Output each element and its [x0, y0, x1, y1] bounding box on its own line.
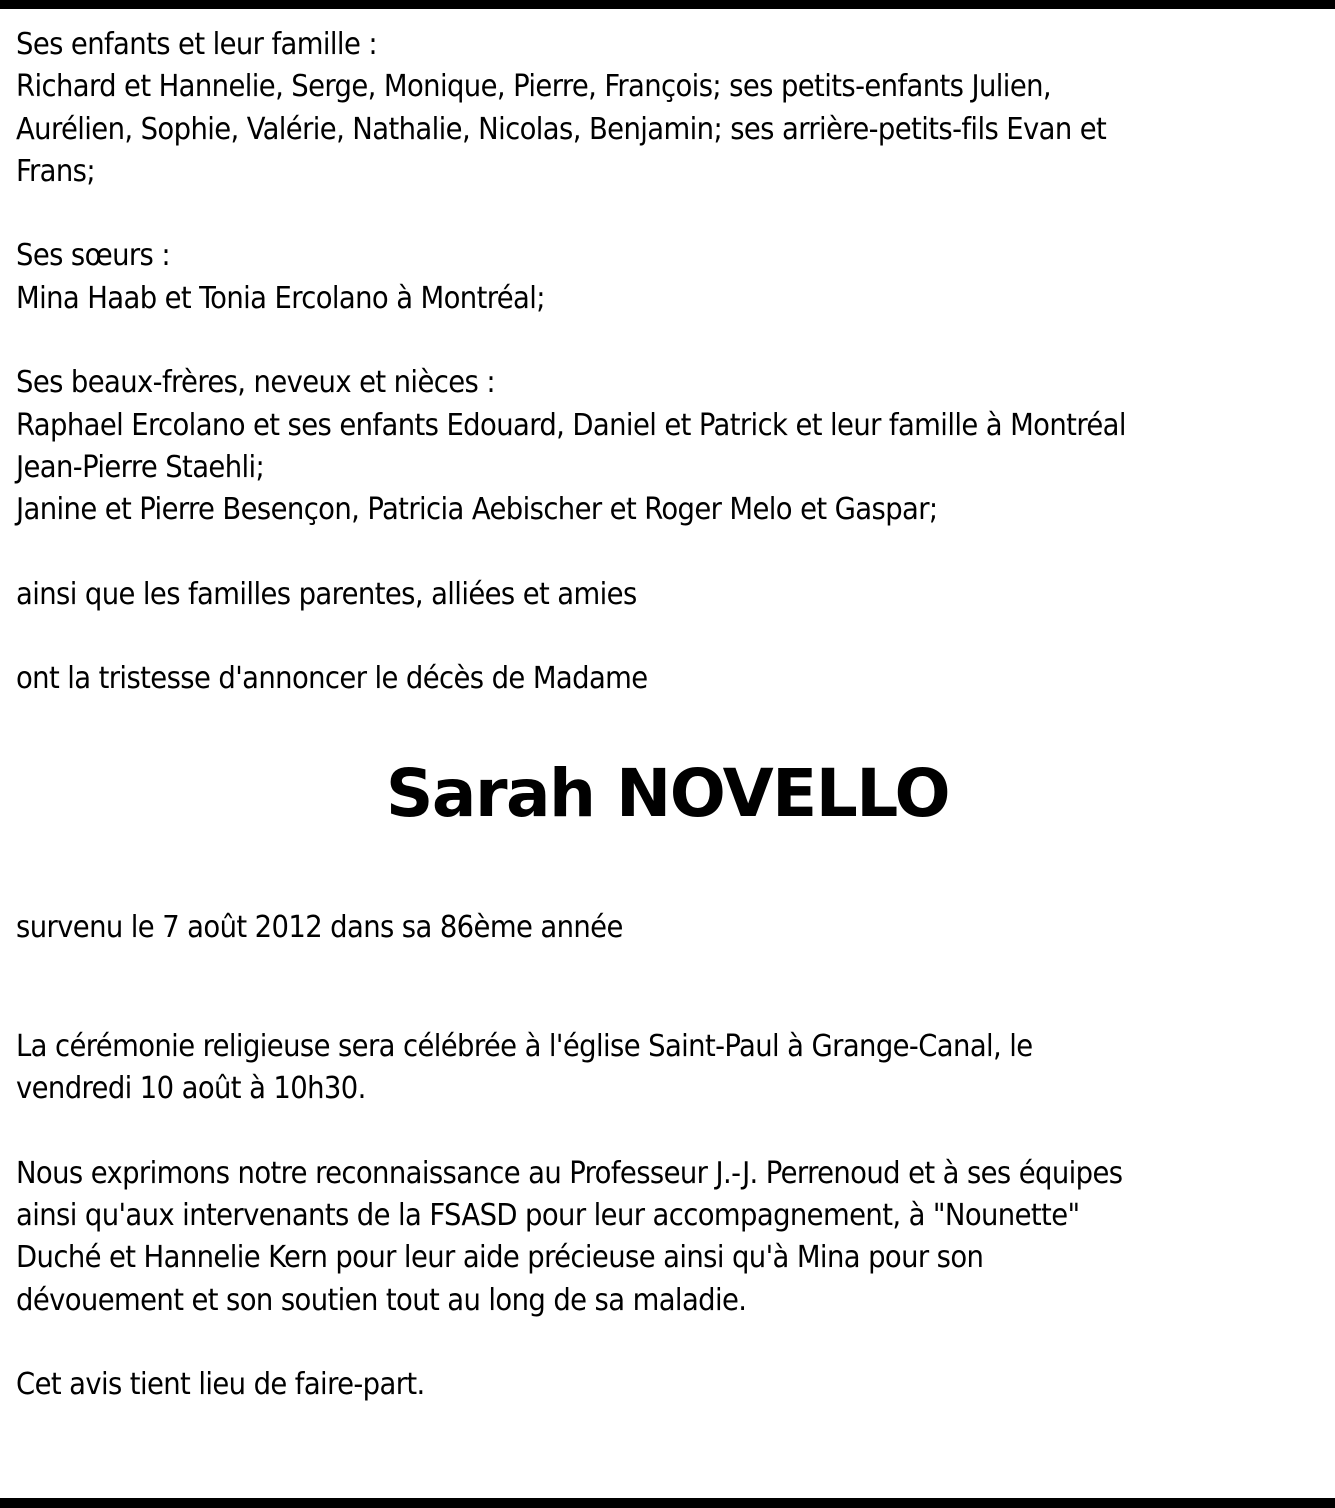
extended-families-line: ainsi que les familles parentes, alliées et amies: [16, 577, 637, 612]
thanks-line: dévouement et son soutien tout au long de sa maladie.: [16, 1283, 747, 1318]
family-children-line: Aurélien, Sophie, Valérie, Nathalie, Nicolas, Benjamin; ses arrière-petits-fils Evan et: [16, 112, 1107, 147]
inlaws-line: Janine et Pierre Besençon, Patricia Aebischer et Roger Melo et Gaspar;: [16, 492, 938, 527]
sisters-line: Mina Haab et Tonia Ercolano à Montréal;: [16, 281, 545, 316]
thanks-line: Duché et Hannelie Kern pour leur aide précieuse ainsi qu'à Mina pour son: [16, 1240, 984, 1275]
thanks-line: ainsi qu'aux intervenants de la FSASD pour leur accompagnement, à "Nounette": [16, 1198, 1080, 1233]
sisters-heading: Ses sœurs :: [16, 238, 171, 273]
thanks-line: Nous exprimons notre reconnaissance au Professeur J.-J. Perrenoud et à ses équipes: [16, 1156, 1123, 1191]
inlaws-heading: Ses beaux-frères, neveux et nièces :: [16, 365, 495, 400]
closing-line: Cet avis tient lieu de faire-part.: [16, 1367, 425, 1402]
bottom-border-rule: [0, 1498, 1335, 1508]
family-children-line: Richard et Hannelie, Serge, Monique, Pierre, François; ses petits-enfants Julien,: [16, 69, 1052, 104]
ceremony-line: La cérémonie religieuse sera célébrée à l'église Saint-Paul à Grange-Canal, le: [16, 1029, 1033, 1064]
top-border-rule: [0, 0, 1335, 9]
deceased-name: Sarah NOVELLO: [385, 755, 950, 832]
announcement-line: ont la tristesse d'annoncer le décès de Madame: [16, 661, 648, 696]
inlaws-line: Raphael Ercolano et ses enfants Edouard, Daniel et Patrick et leur famille à Montréal: [16, 408, 1126, 443]
family-children-line: Frans;: [16, 154, 95, 189]
family-children-heading: Ses enfants et leur famille :: [16, 27, 377, 62]
death-info-line: survenu le 7 août 2012 dans sa 86ème année: [16, 910, 623, 945]
inlaws-line: Jean-Pierre Staehli;: [16, 450, 265, 485]
ceremony-line: vendredi 10 août à 10h30.: [16, 1071, 366, 1106]
